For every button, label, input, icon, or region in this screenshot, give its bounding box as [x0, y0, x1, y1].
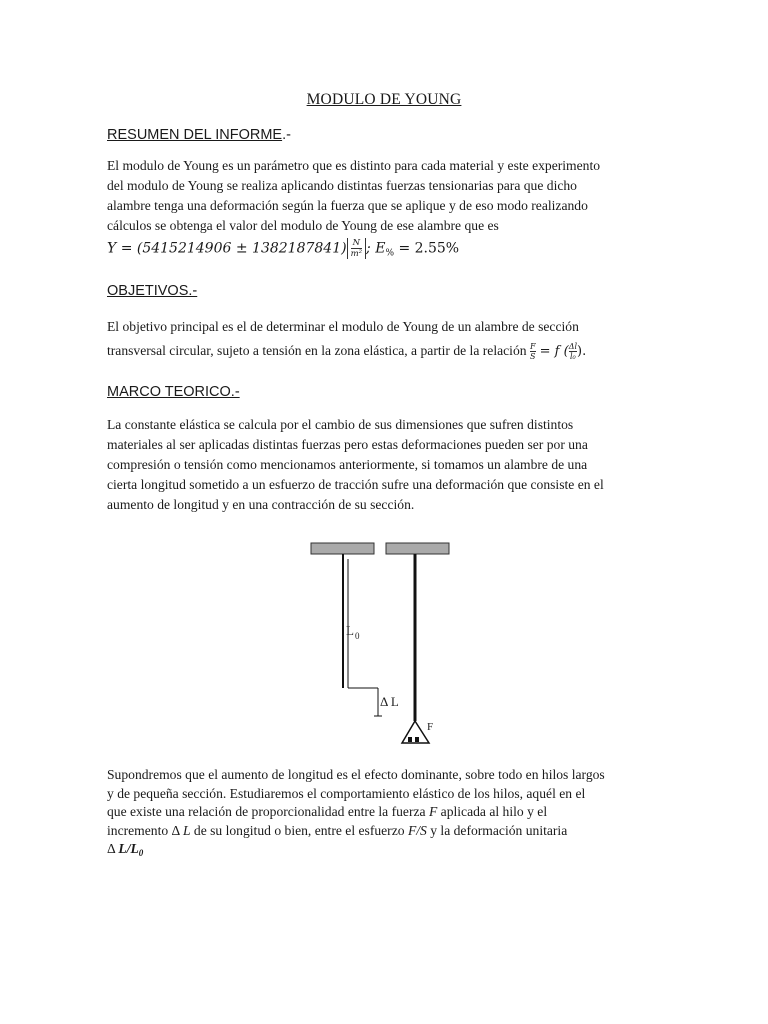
weight-mark-left: [408, 737, 412, 742]
conclusion-text: de su longitud o bien, entre el esfuerzo: [190, 822, 408, 838]
page-title: MODULO DE YOUNG: [306, 91, 462, 108]
resumen-heading-suffix: .-: [282, 127, 291, 143]
resumen-line: del modulo de Young se realiza aplicando distintas fuerzas tensionarias para que dicho: [107, 178, 577, 193]
objetivos-heading-text: OBJETIVOS.-: [107, 283, 198, 299]
l0-label: L: [346, 623, 354, 638]
marco-line: compresión o tensión como mencionamos anteriormente, si tomamos un alambre de una: [107, 457, 588, 472]
conclusion-text: y la deformación unitaria: [426, 822, 568, 838]
resumen-line: cálculos se obtenga el valor del modulo de Young de ese alambre que es: [107, 218, 499, 233]
formula-unit-num: N: [351, 238, 362, 249]
conclusion-text: aplicada al hilo y el: [437, 804, 548, 819]
relation-l0: l₀: [569, 352, 576, 361]
formula-error-value: = 2.55%: [394, 240, 460, 257]
marco-line: materiales al ser aplicadas distintas fuerzas pero estas deformaciones pueden ser por una: [107, 437, 588, 452]
wire-elongation-diagram: [300, 535, 460, 747]
conclusion-paragraph: [107, 766, 667, 863]
objetivos-paragraph: [107, 315, 667, 364]
right-support-bar: [386, 543, 449, 554]
symbol-f-over-s: F/S: [407, 822, 427, 838]
symbol-f: F: [428, 804, 438, 819]
objetivos-line: El objetivo principal es el de determinar el modulo de Young de un alambre de sección: [107, 319, 579, 334]
conclusion-line-5: [107, 840, 667, 863]
resumen-heading: [107, 127, 291, 143]
objetivos-relation: [530, 340, 586, 364]
formula-unit: [347, 238, 366, 259]
resumen-line: El modulo de Young es un parámetro que es distinto para cada material y este experimento: [107, 158, 601, 173]
l0-label-sub: 0: [355, 631, 360, 641]
marco-heading: [107, 384, 240, 400]
symbol-l: L: [182, 822, 191, 838]
relation-dl-over-l0: [569, 342, 577, 361]
weight-mark-right: [415, 737, 419, 742]
formula-lhs: Y = (5415214906 ± 1382187841): [107, 240, 347, 257]
objetivos-line-2: [107, 339, 667, 364]
symbol-l0-sub: 0: [138, 848, 144, 858]
objetivos-heading: [107, 283, 197, 299]
marco-heading-text: MARCO TEORICO.-: [107, 384, 240, 400]
force-label: F: [427, 721, 434, 733]
relation-s: S: [529, 352, 536, 361]
marco-line: cierta longitud sometido a un esfuerzo de tracción sufre una deformación que consiste en el: [107, 477, 604, 492]
resumen-paragraph: [107, 156, 667, 236]
conclusion-text: Δ: [107, 841, 119, 856]
formula-error-sub: %: [385, 248, 394, 259]
conclusion-line-4: [107, 822, 667, 841]
resumen-line: alambre tenga una deformación según la fuerza que se aplique y de eso modo realizando: [107, 198, 588, 213]
conclusion-text: incremento Δ: [107, 822, 183, 838]
left-support-bar: [311, 543, 374, 554]
relation-dl: Δl: [568, 342, 578, 351]
relation-end: ).: [577, 344, 587, 359]
relation-f: F: [529, 342, 536, 351]
resumen-heading-text: RESUMEN DEL INFORME: [107, 127, 283, 143]
marco-paragraph: [107, 415, 667, 515]
formula-unit-den: m²: [350, 249, 363, 259]
conclusion-line: y de pequeña sección. Estudiaremos el comportamiento elástico de los hilos, aquél en el: [107, 785, 586, 801]
relation-mid: = f (: [535, 344, 569, 359]
objetivos-line-text: transversal circular, sujeto a tensión en la zona elástica, a partir de la relación: [107, 343, 527, 358]
symbol-l-over-l0: L/L: [118, 841, 139, 856]
young-modulus-formula: [107, 238, 459, 259]
marco-line: aumento de longitud y en una contracción de su sección.: [107, 497, 415, 512]
conclusion-line-3: [107, 803, 667, 822]
delta-l-label: Δ L: [380, 694, 399, 709]
conclusion-line: Supondremos que el aumento de longitud es el efecto dominante, sobre todo en hilos largos: [107, 767, 605, 782]
marco-line: La constante elástica se calcula por el cambio de sus dimensiones que sufren distintos: [107, 417, 574, 432]
conclusion-text: que existe una relación de proporcionalidad entre la fuerza: [107, 804, 429, 819]
formula-error-label: ; E: [366, 240, 386, 257]
